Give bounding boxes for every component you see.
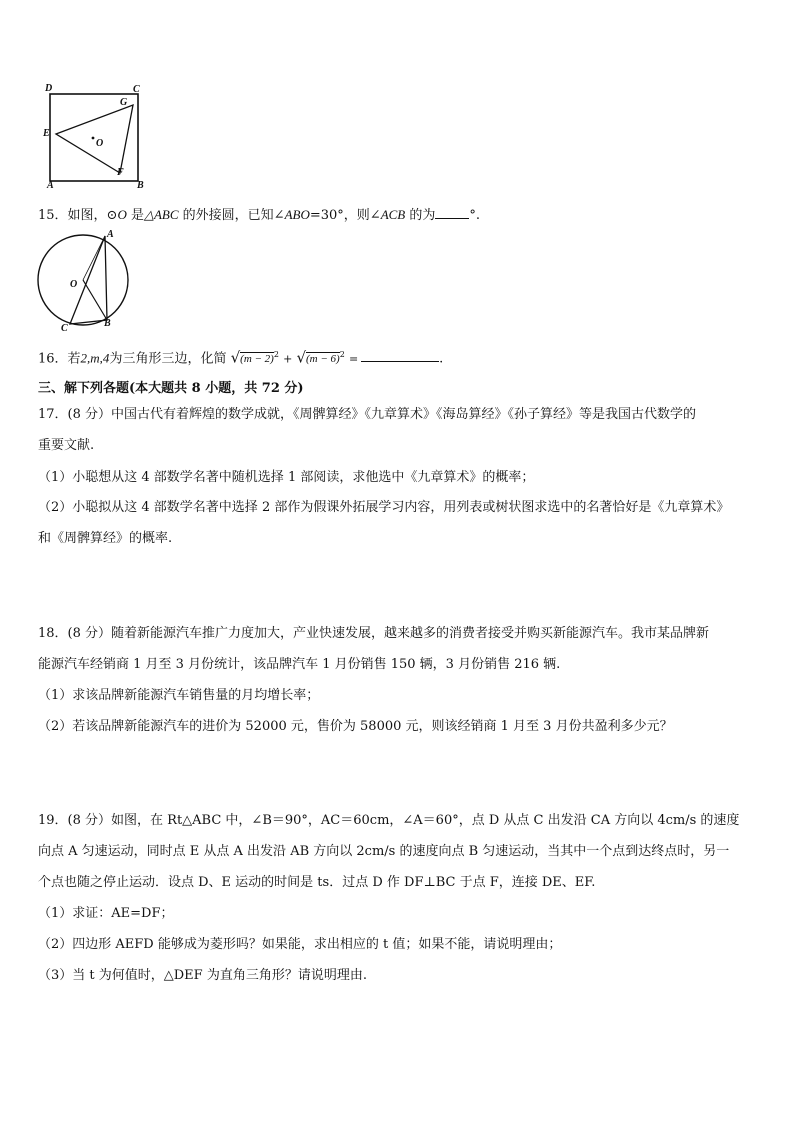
label-F: F bbox=[117, 167, 124, 178]
q17-line2: 重要文献. bbox=[38, 438, 95, 453]
q16-text1: 16．若 bbox=[38, 351, 81, 367]
q19-part1: （1）求证：AE=DF； bbox=[38, 906, 174, 921]
q15-text2: 的外接圆，已知∠ bbox=[178, 208, 285, 223]
label-O: O bbox=[96, 138, 104, 149]
q16-text2: 为三角形三边，化简 bbox=[109, 351, 227, 367]
q17-line1: 17．(8 分）中国古代有着辉煌的数学成就，《周髀算经》《九章算术》《海岛算经》《孙子算经》等是我国古代数学的 bbox=[38, 407, 697, 422]
circle-triangle-figure bbox=[30, 228, 140, 338]
q16-end: . bbox=[439, 351, 444, 367]
q16-plus: + bbox=[283, 352, 293, 366]
q18-line2: 能源汽车经销商 1 月至 3 月份统计，该品牌汽车 1 月份销售 150 辆，3 月份销售 216 辆. bbox=[38, 657, 561, 672]
q17-part2a: （2）小聪拟从这 4 部数学名著中选择 2 部作为假课外拓展学习内容，用列表或树状图求选中的名著恰好是《九章算术》 bbox=[38, 500, 730, 515]
q19-part3: （3）当 t 为何值时，△DEF 为直角三角形？请说明理由. bbox=[38, 968, 367, 983]
q16-answer-blank bbox=[361, 361, 439, 362]
label-D: D bbox=[45, 83, 53, 94]
section-3-heading: 三、解下列各题(本大题共 8 小题，共 72 分) bbox=[38, 381, 304, 396]
q15-o: O bbox=[117, 207, 127, 222]
question-16 bbox=[38, 346, 443, 368]
q18-part2: （2）若该品牌新能源汽车的进价为 52000 元，售价为 58000 元，则该经销商 1 月至 3 月份共盈利多少元？ bbox=[38, 719, 673, 734]
q16-rad1-content: (m − 2) bbox=[240, 353, 274, 366]
q17-part1: （1）小聪想从这 4 部数学名著中随机选择 1 部阅读，求他选中《九章算术》的概率； bbox=[38, 470, 535, 485]
label-C-circle: C bbox=[61, 323, 68, 334]
q16-eq: = bbox=[348, 352, 359, 366]
label-A: A bbox=[47, 180, 54, 191]
q19-part2: （2）四边形 AEFD 能够成为菱形吗？如果能，求出相应的 t 值；如果不能，请说明理由； bbox=[38, 937, 562, 952]
q15-angle1: ABO bbox=[284, 207, 310, 222]
label-C: C bbox=[133, 84, 140, 95]
q16-sq1: 2 bbox=[273, 350, 279, 359]
q18-part1: （1）求该品牌新能源汽车销售量的月均增长率； bbox=[38, 688, 320, 703]
q15-text4: 的为 bbox=[405, 208, 436, 223]
q16-rad2-content: (m − 6) bbox=[306, 353, 340, 366]
q19-line1: 19．(8 分）如图，在 Rt△ABC 中，∠B＝90°，AC＝60cm，∠A＝60°，点 D 从点 C 出发沿 CA 方向以 4cm/s 的速度 bbox=[38, 813, 740, 828]
q15-text3: =30°，则∠ bbox=[309, 208, 381, 223]
label-E: E bbox=[43, 128, 50, 139]
q19-line3: 个点也随之停止运动．设点 D、E 运动的时间是 ts．过点 D 作 DF⊥BC 于点 F，连接 DE、EF. bbox=[38, 875, 596, 890]
q15-triangle: △ABC bbox=[143, 207, 179, 222]
q15-text5: °. bbox=[469, 208, 481, 223]
label-O-circle: O bbox=[70, 279, 78, 290]
question-15 bbox=[38, 206, 480, 225]
q16-sq2: 2 bbox=[339, 350, 345, 359]
q15-angle2: ACB bbox=[380, 207, 406, 222]
label-B-circle: B bbox=[104, 318, 111, 329]
q15-text1: 是 bbox=[126, 208, 144, 223]
q15-circle-symbol: ⊙ bbox=[106, 208, 118, 223]
q18-line1: 18．(8 分）随着新能源汽车推广力度加大，产业快速发展，越来越多的消费者接受并购买新能源汽车。我市某品牌新 bbox=[38, 626, 710, 641]
label-A-circle: A bbox=[107, 229, 114, 240]
q17-part2b: 和《周髀算经》的概率. bbox=[38, 531, 173, 546]
q15-answer-blank bbox=[435, 218, 469, 219]
q16-radical-2: $√(m - 6)^2$ bbox=[296, 348, 345, 367]
q15-number: 15．如图， bbox=[38, 208, 107, 223]
q16-radical-1: $√(m - 2)^2$ bbox=[230, 348, 279, 367]
label-B: B bbox=[137, 180, 144, 191]
q19-line2: 向点 A 匀速运动，同时点 E 从点 A 出发沿 AB 方向以 2cm/s 的速度向点 B 匀速运动，当其中一个点到达终点时，另一 bbox=[38, 844, 730, 859]
label-G: G bbox=[120, 97, 128, 108]
q16-values: 2,m,4 bbox=[80, 350, 110, 366]
